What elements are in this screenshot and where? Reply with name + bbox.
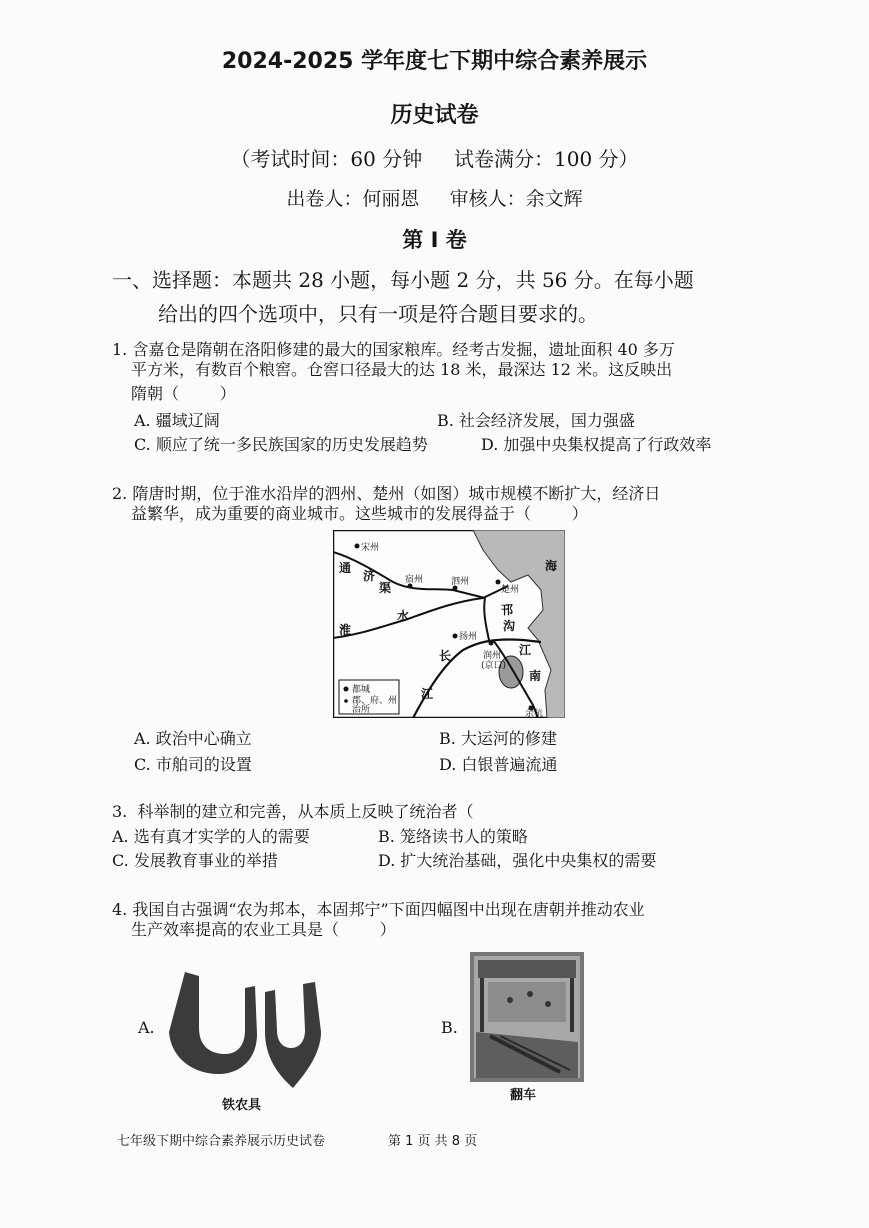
q2-option-d[interactable]: D. 白银普遍流通 [439,755,558,774]
q3-stem: 3. 科举制的建立和完善，从本质上反映了统治者（ [112,802,474,821]
map-label: 江 [519,643,532,657]
q1-option-b[interactable]: B. 社会经济发展，国力强盛 [437,411,635,430]
grand-canal-map [333,530,565,718]
map-label: 淮 [339,623,352,637]
map-label: 渠 [379,581,392,595]
q2-stem-line1: 2. 隋唐时期，位于淮水沿岸的泗州、楚州（如图）城市规模不断扩大，经济日 [112,484,661,503]
map-label: 南 [529,669,542,683]
q1-option-d[interactable]: D. 加强中央集权提高了行政效率 [481,435,712,454]
volume-heading: 第 I 卷 [402,228,467,252]
q2-option-c[interactable]: C. 市舶司的设置 [134,755,252,774]
section-heading-line2: 给出的四个选项中，只有一项是符合题目要求的。 [158,302,598,326]
q1-stem-line2: 平方米，有数百个粮窖。仓窖口径最大的达 18 米，最深达 12 米。这反映出 [131,360,673,379]
map-legend-capital: 都城 [352,685,371,695]
q2-stem-line2: 益繁华，成为重要的商业城市。这些城市的发展得益于（ ） [131,504,588,523]
q3-option-c[interactable]: C. 发展教育事业的举措 [112,851,278,870]
footer-page-number: 第 1 页 共 8 页 [388,1134,478,1149]
q1-stem-line3: 隋朝（ ） [131,384,236,403]
q1-stem-line1: 1. 含嘉仓是隋朝在洛阳修建的最大的国家粮库。经考古发掘，遗址面积 40 多万 [112,340,675,359]
q4-caption-b: 翻车 [510,1088,537,1103]
exam-subject: 历史试卷 [390,103,479,128]
map-label: 通 [339,561,352,575]
section-heading-line1: 一、选择题：本题共 28 小题，每小题 2 分，共 56 分。在每小题 [112,268,694,292]
footer-title: 七年级下期中综合素养展示历史试卷 [117,1134,326,1149]
q4-option-b[interactable]: B. [441,1018,458,1037]
map-legend-prefecture: 郡、府、州 [352,696,398,706]
map-label: 长 [439,649,452,663]
map-label: 扬州 [459,632,478,642]
q2-option-a[interactable]: A. 政治中心确立 [134,729,252,748]
exam-title: 2024-2025 学年度七下期中综合素养展示 [221,49,648,74]
map-label: 海 [545,559,558,573]
q1-option-c[interactable]: C. 顺应了统一多民族国家的历史发展趋势 [134,435,428,454]
map-label: 沟 [503,619,516,633]
q3-option-b[interactable]: B. 笼络读书人的策略 [378,827,528,846]
map-legend-seat: 治所 [352,705,371,715]
iron-tools-image [165,970,335,1092]
map-label: (京口) [481,661,507,671]
q3-option-d[interactable]: D. 扩大统治基础，强化中央集权的需要 [378,851,657,870]
map-label: 水 [397,609,410,623]
exam-authors: 出卷人：何丽恩 审核人：余文辉 [286,188,583,210]
q3-option-a[interactable]: A. 选有真才实学的人的需要 [112,827,310,846]
map-label: 宿州 [405,575,424,585]
map-label: 宋州 [361,543,380,553]
q2-option-b[interactable]: B. 大运河的修建 [439,729,557,748]
map-label: 泗州 [451,577,470,587]
map-label: 邗 [501,603,514,617]
map-label: 润州 [483,651,502,661]
map-label: 江 [421,687,434,701]
map-label: 济 [363,569,376,583]
map-label: 余杭 [525,709,544,718]
exam-info: （考试时间：60 分钟 试卷满分：100 分） [230,147,639,171]
q4-stem-line1: 4. 我国自古强调“农为邦本，本固邦宁”下面四幅图中出现在唐朝并推动农业 [112,900,645,919]
q4-option-a[interactable]: A. [138,1018,155,1037]
fanche-image [470,952,584,1082]
q4-stem-line2: 生产效率提高的农业工具是（ ） [131,920,396,939]
map-label: 楚州 [501,585,520,595]
q4-caption-a: 铁农具 [222,1098,262,1113]
q1-option-a[interactable]: A. 疆域辽阔 [134,411,220,430]
